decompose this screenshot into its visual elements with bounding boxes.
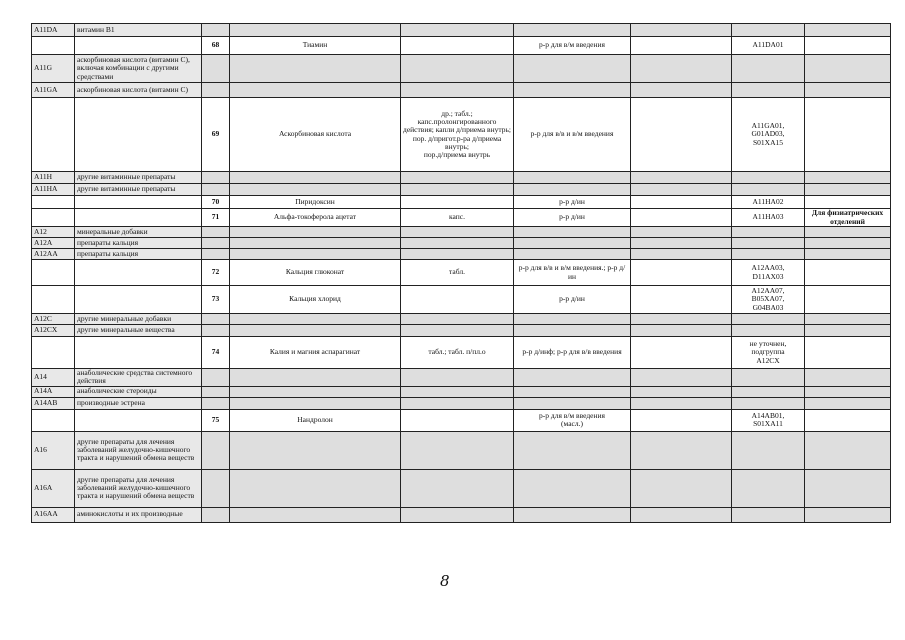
- atc-code-cell: A11DA01: [732, 37, 805, 55]
- drug-name-cell: [230, 431, 401, 469]
- note-cell: [805, 238, 891, 249]
- group-name-cell: анаболические стероиды: [75, 386, 202, 397]
- group-row: [32, 507, 891, 522]
- drug-name-cell: [230, 397, 401, 409]
- empty-cell: [631, 184, 732, 196]
- empty-cell: [631, 325, 732, 337]
- dosage-form-cell: [401, 386, 514, 397]
- code-cell: [32, 196, 75, 209]
- drug-row: [32, 209, 891, 227]
- empty-cell: [631, 55, 732, 83]
- drug-name-cell: Тиамин: [230, 37, 401, 55]
- atc-code-cell: [732, 24, 805, 37]
- drug-name-cell: Кальция хлорид: [230, 286, 401, 314]
- atc-code-cell: [732, 431, 805, 469]
- number-cell: [202, 227, 230, 238]
- group-row: [32, 184, 891, 196]
- dosage-form-cell: [401, 172, 514, 184]
- number-cell: [202, 24, 230, 37]
- route-cell: [514, 314, 631, 325]
- dosage-form-cell: [401, 238, 514, 249]
- note-cell: [805, 369, 891, 387]
- number-cell: 72: [202, 260, 230, 286]
- atc-code-cell: A11GA01, G01AD03, S01XA15: [732, 98, 805, 172]
- code-cell: A14AB: [32, 397, 75, 409]
- group-name-cell: [75, 196, 202, 209]
- drug-row: [32, 37, 891, 55]
- number-cell: 68: [202, 37, 230, 55]
- drug-row: [32, 286, 891, 314]
- drug-name-cell: Аскорбиновая кислота: [230, 98, 401, 172]
- drug-name-cell: [230, 249, 401, 260]
- atc-code-cell: [732, 325, 805, 337]
- code-cell: [32, 286, 75, 314]
- route-cell: [514, 369, 631, 387]
- empty-cell: [631, 260, 732, 286]
- note-cell: [805, 227, 891, 238]
- drug-name-cell: Пиридоксин: [230, 196, 401, 209]
- note-cell: [805, 98, 891, 172]
- drug-name-cell: [230, 55, 401, 83]
- group-name-cell: препараты кальция: [75, 249, 202, 260]
- route-cell: [514, 184, 631, 196]
- number-cell: [202, 314, 230, 325]
- note-cell: [805, 37, 891, 55]
- group-row: [32, 83, 891, 98]
- code-cell: [32, 337, 75, 369]
- number-cell: [202, 325, 230, 337]
- atc-code-cell: [732, 314, 805, 325]
- code-cell: A12AA: [32, 249, 75, 260]
- number-cell: [202, 507, 230, 522]
- code-cell: A11GA: [32, 83, 75, 98]
- route-cell: р-р д/ин: [514, 196, 631, 209]
- group-name-cell: аскорбиновая кислота (витамин С), включая комбинации с другими средствами: [75, 55, 202, 83]
- note-cell: [805, 507, 891, 522]
- note-cell: [805, 249, 891, 260]
- atc-code-cell: [732, 55, 805, 83]
- code-cell: [32, 98, 75, 172]
- empty-cell: [631, 238, 732, 249]
- number-cell: [202, 83, 230, 98]
- number-cell: [202, 469, 230, 507]
- code-cell: A16A: [32, 469, 75, 507]
- code-cell: A11DA: [32, 24, 75, 37]
- dosage-form-cell: [401, 55, 514, 83]
- atc-code-cell: [732, 238, 805, 249]
- route-cell: [514, 55, 631, 83]
- route-cell: [514, 24, 631, 37]
- code-cell: A16: [32, 431, 75, 469]
- note-cell: [805, 386, 891, 397]
- empty-cell: [631, 98, 732, 172]
- route-cell: р-р д/ин: [514, 286, 631, 314]
- atc-code-cell: [732, 184, 805, 196]
- atc-code-cell: [732, 507, 805, 522]
- route-cell: [514, 172, 631, 184]
- dosage-form-cell: табл.; табл. п/пл.о: [401, 337, 514, 369]
- dosage-form-cell: [401, 286, 514, 314]
- empty-cell: [631, 386, 732, 397]
- number-cell: [202, 172, 230, 184]
- empty-cell: [631, 249, 732, 260]
- drug-name-cell: [230, 238, 401, 249]
- dosage-form-cell: др.; табл.; капс.пролонгированного действия; капли д/приема внутрь; пор. д/пригот.р-ра д/приема внутрь; пор.д/приема внутрь: [401, 98, 514, 172]
- number-cell: 70: [202, 196, 230, 209]
- group-name-cell: другие витаминные препараты: [75, 172, 202, 184]
- group-name-cell: [75, 286, 202, 314]
- group-name-cell: другие минеральные вещества: [75, 325, 202, 337]
- group-row: [32, 386, 891, 397]
- note-cell: [805, 83, 891, 98]
- drug-name-cell: [230, 386, 401, 397]
- drug-name-cell: [230, 184, 401, 196]
- group-name-cell: другие минеральные добавки: [75, 314, 202, 325]
- code-cell: A12: [32, 227, 75, 238]
- code-cell: [32, 37, 75, 55]
- route-cell: [514, 397, 631, 409]
- route-cell: р-р д/ин: [514, 209, 631, 227]
- group-row: [32, 227, 891, 238]
- atc-code-cell: [732, 83, 805, 98]
- note-cell: [805, 196, 891, 209]
- route-cell: [514, 238, 631, 249]
- group-row: [32, 431, 891, 469]
- number-cell: [202, 386, 230, 397]
- group-row: [32, 238, 891, 249]
- atc-code-cell: [732, 369, 805, 387]
- drug-row: [32, 98, 891, 172]
- group-row: [32, 397, 891, 409]
- group-name-cell: [75, 337, 202, 369]
- empty-cell: [631, 83, 732, 98]
- note-cell: [805, 55, 891, 83]
- group-name-cell: производные эстрена: [75, 397, 202, 409]
- route-cell: [514, 83, 631, 98]
- atc-code-cell: A14AB01, S01XA11: [732, 409, 805, 431]
- group-row: [32, 24, 891, 37]
- note-cell: [805, 184, 891, 196]
- dosage-form-cell: [401, 507, 514, 522]
- route-cell: [514, 431, 631, 469]
- code-cell: A16AA: [32, 507, 75, 522]
- number-cell: [202, 397, 230, 409]
- empty-cell: [631, 397, 732, 409]
- drug-name-cell: [230, 24, 401, 37]
- dosage-form-cell: [401, 314, 514, 325]
- atc-code-cell: [732, 397, 805, 409]
- group-row: [32, 369, 891, 387]
- drug-row: [32, 260, 891, 286]
- drug-name-cell: Альфа-токоферола ацетат: [230, 209, 401, 227]
- dosage-form-cell: табл.: [401, 260, 514, 286]
- group-name-cell: витамин B1: [75, 24, 202, 37]
- code-cell: A11H: [32, 172, 75, 184]
- group-row: [32, 249, 891, 260]
- dosage-form-cell: [401, 83, 514, 98]
- group-row: [32, 55, 891, 83]
- atc-code-cell: [732, 172, 805, 184]
- code-cell: A11HA: [32, 184, 75, 196]
- drug-name-cell: [230, 325, 401, 337]
- number-cell: [202, 238, 230, 249]
- group-name-cell: препараты кальция: [75, 238, 202, 249]
- empty-cell: [631, 286, 732, 314]
- dosage-form-cell: [401, 37, 514, 55]
- dosage-form-cell: [401, 24, 514, 37]
- note-cell: [805, 24, 891, 37]
- group-name-cell: минеральные добавки: [75, 227, 202, 238]
- group-row: [32, 469, 891, 507]
- code-cell: A12C: [32, 314, 75, 325]
- group-name-cell: [75, 260, 202, 286]
- atc-code-cell: не уточнен, подгруппа A12CX: [732, 337, 805, 369]
- code-cell: A11G: [32, 55, 75, 83]
- drug-name-cell: [230, 227, 401, 238]
- group-name-cell: другие препараты для лечения заболеваний желудочно-кишечного тракта и нарушений обмена веществ: [75, 469, 202, 507]
- drug-row: [32, 196, 891, 209]
- dosage-form-cell: [401, 249, 514, 260]
- atc-code-cell: A11HA02: [732, 196, 805, 209]
- drug-name-cell: Калия и магния аспарагинат: [230, 337, 401, 369]
- code-cell: A14: [32, 369, 75, 387]
- empty-cell: [631, 507, 732, 522]
- page-number: 8: [440, 572, 450, 590]
- number-cell: 73: [202, 286, 230, 314]
- atc-code-cell: A12AA03, D11AX03: [732, 260, 805, 286]
- note-cell: [805, 337, 891, 369]
- route-cell: р-р для в/в и в/м введения: [514, 98, 631, 172]
- group-name-cell: аминокислоты и их производные: [75, 507, 202, 522]
- code-cell: [32, 209, 75, 227]
- number-cell: [202, 369, 230, 387]
- drug-name-cell: [230, 172, 401, 184]
- atc-code-cell: [732, 227, 805, 238]
- route-cell: р-р д/инф; р-р для в/в введения: [514, 337, 631, 369]
- route-cell: [514, 386, 631, 397]
- number-cell: 69: [202, 98, 230, 172]
- number-cell: [202, 249, 230, 260]
- dosage-form-cell: [401, 196, 514, 209]
- note-cell: [805, 325, 891, 337]
- group-row: [32, 172, 891, 184]
- group-name-cell: [75, 209, 202, 227]
- note-cell: [805, 469, 891, 507]
- drug-row: [32, 337, 891, 369]
- route-cell: [514, 469, 631, 507]
- drug-name-cell: Нандролон: [230, 409, 401, 431]
- atc-code-cell: A12AA07, B05XA07, G04BA03: [732, 286, 805, 314]
- atc-code-cell: [732, 469, 805, 507]
- note-cell: Для физиатрических отделений: [805, 209, 891, 227]
- drug-name-cell: [230, 83, 401, 98]
- code-cell: [32, 260, 75, 286]
- drug-name-cell: Кальция глюконат: [230, 260, 401, 286]
- empty-cell: [631, 37, 732, 55]
- number-cell: [202, 55, 230, 83]
- atc-code-cell: A11HA03: [732, 209, 805, 227]
- empty-cell: [631, 196, 732, 209]
- number-cell: [202, 184, 230, 196]
- empty-cell: [631, 209, 732, 227]
- number-cell: [202, 431, 230, 469]
- route-cell: [514, 507, 631, 522]
- dosage-form-cell: [401, 325, 514, 337]
- route-cell: р-р для в/в и в/м введения.; р-р д/ин: [514, 260, 631, 286]
- drug-list-table: [31, 23, 891, 523]
- route-cell: [514, 325, 631, 337]
- drug-name-cell: [230, 507, 401, 522]
- empty-cell: [631, 227, 732, 238]
- number-cell: 74: [202, 337, 230, 369]
- group-name-cell: аскорбиновая кислота (витамин С): [75, 83, 202, 98]
- route-cell: [514, 227, 631, 238]
- code-cell: A14A: [32, 386, 75, 397]
- empty-cell: [631, 337, 732, 369]
- drug-name-cell: [230, 314, 401, 325]
- dosage-form-cell: [401, 431, 514, 469]
- code-cell: A12CX: [32, 325, 75, 337]
- route-cell: р-р для в/м введения (масл.): [514, 409, 631, 431]
- route-cell: [514, 249, 631, 260]
- note-cell: [805, 286, 891, 314]
- group-name-cell: другие витаминные препараты: [75, 184, 202, 196]
- note-cell: [805, 409, 891, 431]
- empty-cell: [631, 369, 732, 387]
- group-name-cell: [75, 98, 202, 172]
- code-cell: [32, 409, 75, 431]
- dosage-form-cell: капс.: [401, 209, 514, 227]
- group-name-cell: [75, 409, 202, 431]
- drug-row: [32, 409, 891, 431]
- dosage-form-cell: [401, 469, 514, 507]
- empty-cell: [631, 409, 732, 431]
- dosage-form-cell: [401, 409, 514, 431]
- empty-cell: [631, 469, 732, 507]
- dosage-form-cell: [401, 227, 514, 238]
- note-cell: [805, 260, 891, 286]
- atc-code-cell: [732, 249, 805, 260]
- note-cell: [805, 314, 891, 325]
- empty-cell: [631, 24, 732, 37]
- dosage-form-cell: [401, 184, 514, 196]
- empty-cell: [631, 431, 732, 469]
- note-cell: [805, 431, 891, 469]
- number-cell: 71: [202, 209, 230, 227]
- group-name-cell: анаболические средства системного действия: [75, 369, 202, 387]
- note-cell: [805, 397, 891, 409]
- note-cell: [805, 172, 891, 184]
- drug-list-body: [32, 24, 891, 523]
- drug-name-cell: [230, 469, 401, 507]
- code-cell: A12A: [32, 238, 75, 249]
- number-cell: 75: [202, 409, 230, 431]
- dosage-form-cell: [401, 369, 514, 387]
- dosage-form-cell: [401, 397, 514, 409]
- drug-name-cell: [230, 369, 401, 387]
- group-row: [32, 314, 891, 325]
- group-name-cell: [75, 37, 202, 55]
- empty-cell: [631, 172, 732, 184]
- group-name-cell: другие препараты для лечения заболеваний желудочно-кишечного тракта и нарушений обмена веществ: [75, 431, 202, 469]
- route-cell: р-р для в/м введения: [514, 37, 631, 55]
- atc-code-cell: [732, 386, 805, 397]
- group-row: [32, 325, 891, 337]
- empty-cell: [631, 314, 732, 325]
